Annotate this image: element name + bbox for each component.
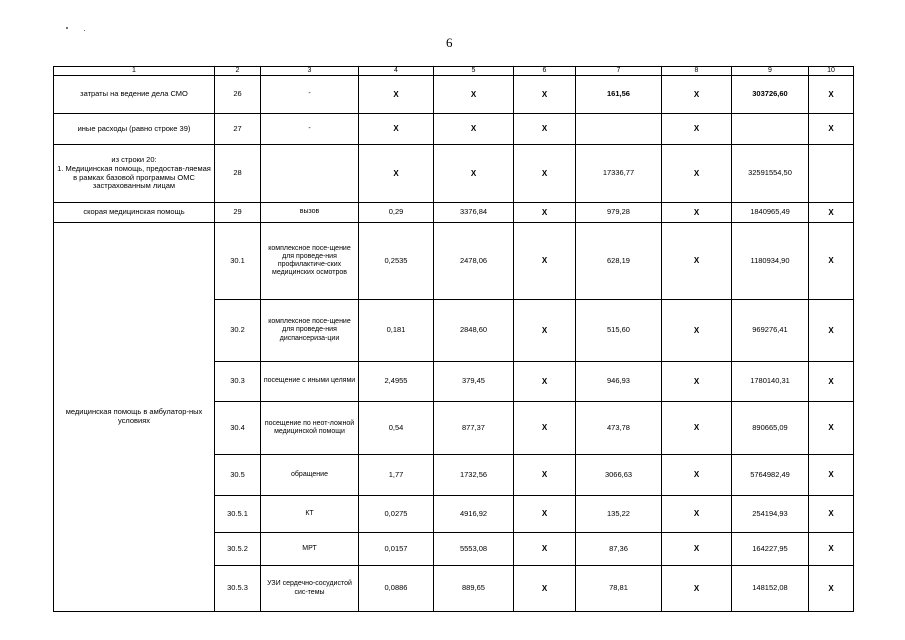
cell-col6: Х <box>514 455 576 496</box>
cost-cell: 4916,92 <box>434 496 514 533</box>
scan-speck <box>84 30 85 31</box>
cell-col8: Х <box>662 362 732 402</box>
table-row <box>54 223 854 300</box>
cell-col10: Х <box>809 76 854 114</box>
unit-cell: обращение <box>261 455 359 496</box>
table-row <box>54 203 854 223</box>
cost-cell: 877,37 <box>434 402 514 455</box>
line-number: 26 <box>215 76 261 114</box>
cell-col10: Х <box>809 362 854 402</box>
volume-cell: 0,29 <box>359 203 434 223</box>
cell-col8: Х <box>662 203 732 223</box>
cell-col6: Х <box>514 76 576 114</box>
total-cell: 164227,95 <box>732 533 809 566</box>
per-capita-cell: 946,93 <box>576 362 662 402</box>
volume-cell: 0,0157 <box>359 533 434 566</box>
per-capita-cell: 979,28 <box>576 203 662 223</box>
cell-col10: Х <box>809 533 854 566</box>
cell-col6: Х <box>514 566 576 612</box>
column-number: 8 <box>662 67 732 76</box>
volume-cell: 0,181 <box>359 300 434 362</box>
column-number-row <box>54 67 854 76</box>
per-capita-cell: 87,36 <box>576 533 662 566</box>
unit-cell: - <box>261 114 359 145</box>
column-number: 6 <box>514 67 576 76</box>
volume-cell: Х <box>359 145 434 203</box>
cell-col8: Х <box>662 402 732 455</box>
unit-cell: УЗИ сердечно-сосудистой сис-темы <box>261 566 359 612</box>
cost-cell: 889,65 <box>434 566 514 612</box>
unit-cell: комплексное посе-щение для проведе-ния диспансериза-ции <box>261 300 359 362</box>
column-number: 3 <box>261 67 359 76</box>
table-row <box>54 76 854 114</box>
table-row <box>54 114 854 145</box>
cell-col8: Х <box>662 300 732 362</box>
per-capita-cell: 135,22 <box>576 496 662 533</box>
per-capita-cell: 17336,77 <box>576 145 662 203</box>
line-number: 28 <box>215 145 261 203</box>
unit-cell: вызов <box>261 203 359 223</box>
cell-col10: Х <box>809 114 854 145</box>
unit-cell: посещение по неот-ложной медицинской помощи <box>261 402 359 455</box>
total-cell: 5764982,49 <box>732 455 809 496</box>
table-row <box>54 145 854 203</box>
row-label: скорая медицинская помощь <box>54 203 215 223</box>
cell-col10 <box>809 145 854 203</box>
cell-col6: Х <box>514 533 576 566</box>
cost-cell: 3376,84 <box>434 203 514 223</box>
cost-cell: 2478,06 <box>434 223 514 300</box>
volume-cell: 0,2535 <box>359 223 434 300</box>
total-cell: 890665,09 <box>732 402 809 455</box>
column-number: 5 <box>434 67 514 76</box>
column-number: 1 <box>54 67 215 76</box>
per-capita-cell: 515,60 <box>576 300 662 362</box>
line-number: 29 <box>215 203 261 223</box>
cell-col8: Х <box>662 145 732 203</box>
cell-col6: Х <box>514 114 576 145</box>
volume-cell: 0,54 <box>359 402 434 455</box>
column-number: 7 <box>576 67 662 76</box>
row-label: затраты на ведение дела СМО <box>54 76 215 114</box>
cell-col6: Х <box>514 203 576 223</box>
cell-col10: Х <box>809 455 854 496</box>
cell-col8: Х <box>662 223 732 300</box>
per-capita-cell: 78,81 <box>576 566 662 612</box>
total-cell: 32591554,50 <box>732 145 809 203</box>
column-number: 2 <box>215 67 261 76</box>
cost-cell: 2848,60 <box>434 300 514 362</box>
cell-col10: Х <box>809 203 854 223</box>
total-cell: 1180934,90 <box>732 223 809 300</box>
cost-cell: 5553,08 <box>434 533 514 566</box>
per-capita-cell: 3066,63 <box>576 455 662 496</box>
cost-cell: Х <box>434 145 514 203</box>
line-number: 30.3 <box>215 362 261 402</box>
cell-col8: Х <box>662 455 732 496</box>
total-cell: 254194,93 <box>732 496 809 533</box>
scan-speck <box>66 27 68 29</box>
volume-cell: 2,4955 <box>359 362 434 402</box>
total-cell: 1780140,31 <box>732 362 809 402</box>
cell-col8: Х <box>662 496 732 533</box>
column-number: 10 <box>809 67 854 76</box>
cell-col6: Х <box>514 402 576 455</box>
cell-col8: Х <box>662 114 732 145</box>
cell-col10: Х <box>809 566 854 612</box>
line-number: 30.2 <box>215 300 261 362</box>
line-number: 30.5.2 <box>215 533 261 566</box>
volume-cell: 1,77 <box>359 455 434 496</box>
cell-col6: Х <box>514 223 576 300</box>
line-number: 30.4 <box>215 402 261 455</box>
cell-col10: Х <box>809 496 854 533</box>
cell-col10: Х <box>809 300 854 362</box>
cell-col6: Х <box>514 300 576 362</box>
cell-col8: Х <box>662 533 732 566</box>
cell-col10: Х <box>809 223 854 300</box>
cell-col6: Х <box>514 145 576 203</box>
cell-col8: Х <box>662 76 732 114</box>
page-number: 6 <box>446 35 453 50</box>
unit-cell <box>261 145 359 203</box>
row-label: из строки 20: 1. Медицинская помощь, предостав-ляемая в рамках базовой программы ОМС застрахованным лицам <box>54 145 215 203</box>
cost-cell: 1732,56 <box>434 455 514 496</box>
per-capita-cell: 628,19 <box>576 223 662 300</box>
cell-col6: Х <box>514 496 576 533</box>
volume-cell: 0,0275 <box>359 496 434 533</box>
cost-cell: Х <box>434 114 514 145</box>
line-number: 30.1 <box>215 223 261 300</box>
line-number: 27 <box>215 114 261 145</box>
row-label: медицинская помощь в амбулатор-ных условиях <box>54 223 215 612</box>
data-table <box>53 66 854 612</box>
unit-cell: комплексное посе-щение для проведе-ния профилактиче-ских медицинских осмотров <box>261 223 359 300</box>
total-cell: 148152,08 <box>732 566 809 612</box>
line-number: 30.5.1 <box>215 496 261 533</box>
unit-cell: - <box>261 76 359 114</box>
per-capita-cell: 161,56 <box>576 76 662 114</box>
total-cell <box>732 114 809 145</box>
total-cell: 303726,60 <box>732 76 809 114</box>
unit-cell: КТ <box>261 496 359 533</box>
cell-col8: Х <box>662 566 732 612</box>
per-capita-cell <box>576 114 662 145</box>
volume-cell: 0,0886 <box>359 566 434 612</box>
total-cell: 969276,41 <box>732 300 809 362</box>
cost-cell: 379,45 <box>434 362 514 402</box>
column-number: 4 <box>359 67 434 76</box>
volume-cell: Х <box>359 114 434 145</box>
cell-col6: Х <box>514 362 576 402</box>
line-number: 30.5.3 <box>215 566 261 612</box>
unit-cell: МРТ <box>261 533 359 566</box>
total-cell: 1840965,49 <box>732 203 809 223</box>
column-number: 9 <box>732 67 809 76</box>
line-number: 30.5 <box>215 455 261 496</box>
cell-col10: Х <box>809 402 854 455</box>
volume-cell: Х <box>359 76 434 114</box>
row-label: иные расходы (равно строке 39) <box>54 114 215 145</box>
per-capita-cell: 473,78 <box>576 402 662 455</box>
cost-cell: Х <box>434 76 514 114</box>
unit-cell: посещение с иными целями <box>261 362 359 402</box>
